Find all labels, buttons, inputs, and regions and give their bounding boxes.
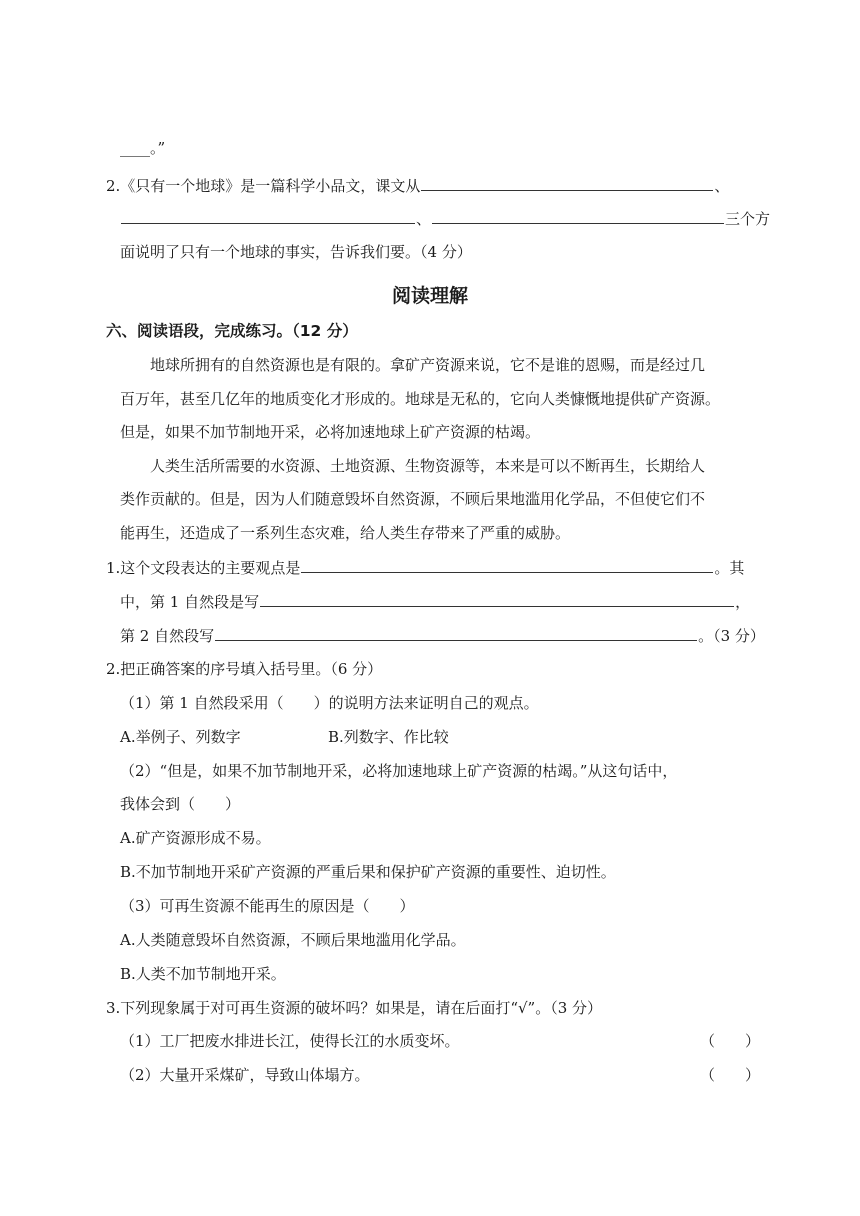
q2-sub-1: （1）第 1 自然段采用（ ）的说明方法来证明自己的观点。	[120, 694, 539, 712]
q2-sub-3: （3）可再生资源不能再生的原因是（ ）	[120, 897, 415, 915]
q1-text-d: ，	[735, 593, 751, 611]
q1-text-b: 。其	[714, 559, 745, 577]
continued-line	[120, 137, 165, 159]
passage-line: 类作贡献的。但是，因为人们随意毁坏自然资源，不顾后果地滥用化学品，不但使它们不	[120, 490, 706, 508]
q3-item-1: （1）工厂把废水排进长江，使得长江的水质变坏。	[120, 1032, 460, 1050]
q-intro-line-1	[106, 174, 729, 197]
passage-line: 人类生活所需要的水资源、土地资源、生物资源等，本来是可以不断再生，长期给人	[150, 457, 706, 475]
q3-heading: 3.下列现象属于对可再生资源的破坏吗？如果是，请在后面打“√”。（3 分）	[106, 999, 603, 1017]
q1-line-3	[120, 624, 765, 647]
q6-heading: 六、阅读语段，完成练习。（12 分）	[106, 322, 358, 340]
q2-sub-1-option-b: B.列数字、作比较	[328, 728, 449, 746]
q-intro-text-b: 、	[714, 177, 730, 195]
q1-blank-1[interactable]	[301, 556, 713, 573]
q2-sub-2-line-1: （2）“但是，如果不加节制地开采，必将加速地球上矿产资源的枯竭。”从这句话中，	[120, 762, 678, 780]
q2-sub-2-line-2: 我体会到（ ）	[120, 795, 241, 813]
q1-text-f: 。（3 分）	[698, 627, 765, 645]
q2-sub-1-option-a: A.举例子、列数字	[120, 728, 241, 746]
q-intro-text-c: 、	[416, 210, 432, 228]
answer-blank-2[interactable]	[121, 207, 415, 224]
passage-line: 地球所拥有的自然资源也是有限的。拿矿产资源来说，它不是谁的恩赐，而是经过几	[150, 356, 706, 374]
q2-heading: 2.把正确答案的序号填入括号里。（6 分）	[106, 660, 383, 678]
q2-sub-3-option-b: B.人类不加节制地开采。	[120, 965, 286, 983]
q2-sub-3-option-a: A.人类随意毁坏自然资源，不顾后果地滥用化学品。	[120, 931, 466, 949]
q1-text-e: 第 2 自然段写	[120, 627, 215, 645]
answer-blank-1[interactable]	[421, 174, 713, 191]
q3-item-2: （2）大量开采煤矿，导致山体塌方。	[120, 1066, 370, 1084]
passage-line: 能再生，还造成了一系列生态灾难，给人类生存带来了严重的威胁。	[120, 524, 571, 542]
section-title: 阅读理解	[391, 285, 468, 307]
q2-sub-2-option-a: A.矿产资源形成不易。	[120, 829, 271, 847]
q1-blank-2[interactable]	[260, 590, 734, 607]
passage-line: 百万年，甚至几亿年的地质变化才形成的。地球是无私的，它向人类慷慨地提供矿产资源。	[120, 390, 721, 408]
q1-blank-3[interactable]	[215, 624, 697, 641]
q3-item-2-answer-box[interactable]: （ ）	[700, 1066, 761, 1084]
q1-line-1	[106, 556, 744, 579]
continued-blank: ____	[120, 139, 150, 157]
q2-sub-2-option-b: B.不加节制地开采矿产资源的严重后果和保护矿产资源的重要性、迫切性。	[120, 863, 616, 881]
q-intro-text-a: 2.《只有一个地球》是一篇科学小品文，课文从	[106, 177, 421, 195]
q-intro-text-d: 三个方	[725, 210, 771, 228]
q-intro-line-3	[120, 241, 472, 263]
passage-line: 但是，如果不加节制地开采，必将加速地球上矿产资源的枯竭。	[120, 423, 541, 441]
q1-text-c: 中，第 1 自然段是写	[120, 593, 260, 611]
answer-blank-3[interactable]	[432, 207, 724, 224]
q1-text-a: 1.这个文段表达的主要观点是	[106, 559, 301, 577]
q-intro-line-2	[120, 207, 770, 230]
q1-line-2	[120, 590, 750, 613]
q-intro-text-e: 面说明了只有一个地球的事实，告诉我们要。（4 分）	[120, 243, 472, 261]
continued-end: 。”	[150, 139, 166, 157]
q3-item-1-answer-box[interactable]: （ ）	[700, 1032, 761, 1050]
